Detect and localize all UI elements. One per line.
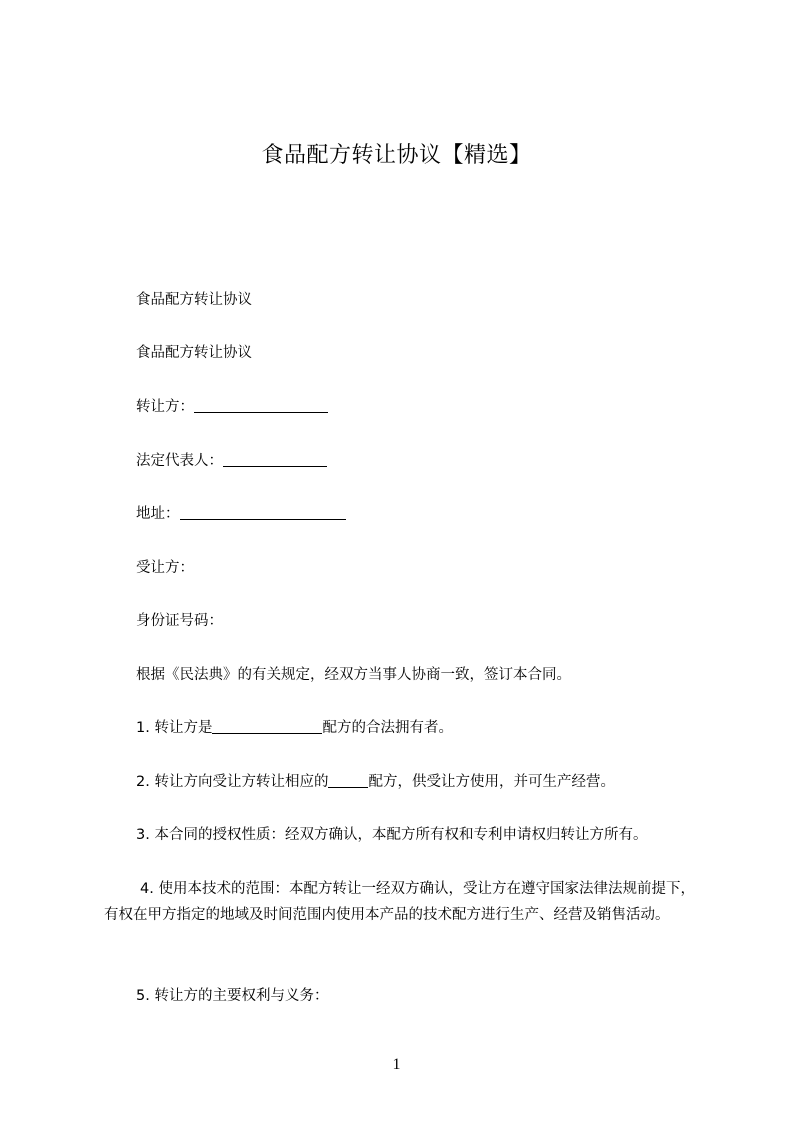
clause-2-blank [328,773,368,788]
clause-1-blank [212,719,322,734]
clause-1 [136,717,453,739]
clause-5: 5. 转让方的主要权利与义务： [136,988,329,1004]
page-number: 1 [392,1056,401,1073]
clause-1-suffix: 配方的合法拥有者。 [322,720,453,736]
clause-2-prefix: 2. 转让方向受让方转让相应的 [136,774,329,790]
transferor-blank [194,398,328,413]
legal-rep-blank [223,452,327,467]
clause-1-prefix: 1. 转让方是 [136,720,213,736]
clause-3: 3. 本合同的授权性质：经双方确认，本配方所有权和专利申请权归转让方所有。 [136,827,648,843]
clause-2-suffix: 配方，供受让方使用，并可生产经营。 [368,774,615,790]
clause-4: 4. 使用本技术的范围：本配方转让一经双方确认，受让方在遵守国家法律法规前提下，有权在甲方指定的地域及时间范围内使用本产品的技术配方进行生产、经营及销售活动。 [104,881,695,923]
transferee-line: 受让方： [136,560,194,576]
document-title: 食品配方转让协议【精选】 [261,143,532,168]
clause-2 [136,771,615,793]
intro-paragraph: 根据《民法典》的有关规定，经双方当事人协商一致，签订本合同。 [136,667,571,683]
address-line [136,503,346,525]
transferor-label: 转让方： [136,399,194,415]
address-blank [180,505,346,520]
subtitle-2: 食品配方转让协议 [136,345,252,361]
legal-rep-label: 法定代表人： [136,453,223,469]
transferor-line [136,396,328,418]
address-label: 地址： [136,506,180,522]
subtitle-1: 食品配方转让协议 [136,292,252,308]
id-number-line: 身份证号码： [136,613,223,629]
legal-rep-line [136,450,327,472]
